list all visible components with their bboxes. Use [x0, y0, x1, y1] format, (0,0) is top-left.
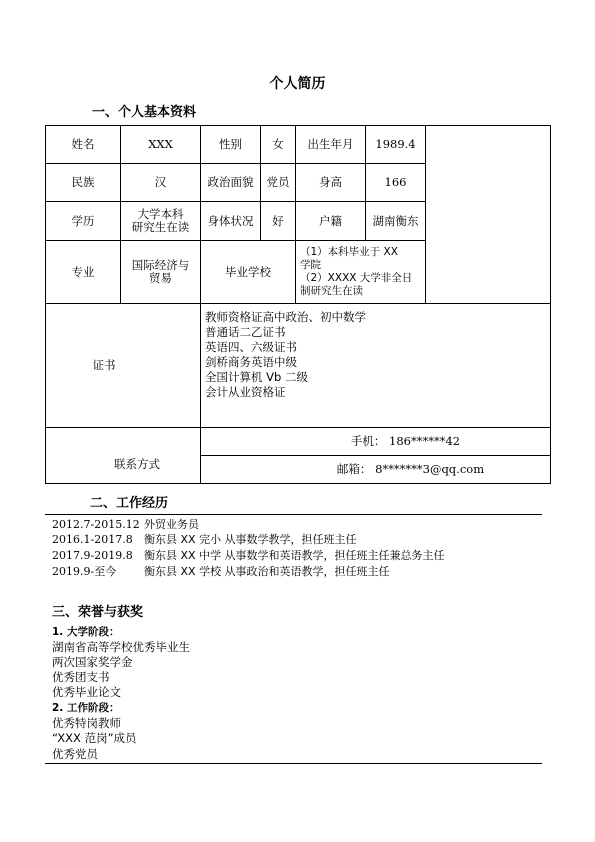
section-work-heading: 二、工作经历 [90, 496, 169, 511]
page-title: 个人简历 [269, 76, 326, 92]
health-value: 好 [261, 202, 296, 241]
work-detail: 外贸业务员 [144, 518, 199, 531]
school-label: 毕业学校 [201, 241, 296, 304]
cert-item: 全国计算机 Vb 二级 [205, 370, 308, 384]
political-value: 党员 [261, 164, 296, 202]
cert-item: 英语四、六级证书 [205, 340, 297, 354]
school-value-line-1: （1）本科毕业于 XX [300, 246, 398, 258]
cert-item: 会计从业资格证 [205, 385, 286, 399]
birth-value: 1989.4 [366, 126, 426, 164]
honor-item: 优秀团支书 [52, 670, 110, 684]
cert-item: 普通话二乙证书 [205, 325, 286, 339]
major-value-line-1: 国际经济与 [131, 258, 190, 272]
major-label: 专业 [46, 241, 121, 304]
cert-list [201, 304, 551, 428]
email-row [201, 456, 551, 484]
phone-label: 手机： [350, 434, 386, 448]
section-basic-info-heading: 一、个人基本资料 [92, 105, 197, 120]
work-detail: 衡东县 XX 完小 从事数学教学，担任班主任 [144, 533, 357, 546]
political-label: 政治面貌 [201, 164, 261, 202]
school-value-line-4: 制研究生在读 [300, 285, 363, 297]
work-row [52, 516, 199, 532]
honors-work-heading: 2. 工作阶段： [52, 702, 120, 714]
work-detail: 衡东县 XX 学校 从事政治和英语教学，担任班主任 [144, 565, 390, 578]
edu-label: 学历 [46, 202, 121, 241]
edu-value-line-1: 大学本科 [137, 207, 184, 221]
hukou-value: 湖南衡东 [366, 202, 426, 241]
honor-item: 两次国家奖学金 [52, 655, 133, 669]
height-label: 身高 [296, 164, 366, 202]
work-row [52, 547, 445, 563]
cert-label: 证书 [46, 304, 201, 428]
email-value: 8*******3@qq.com [375, 462, 485, 476]
cert-item: 教师资格证高中政治、初中数学 [205, 310, 366, 324]
honor-item: 优秀特岗教师 [52, 716, 121, 730]
edu-value-line-2: 研究生在读 [131, 220, 190, 234]
email-label: 邮箱： [336, 462, 372, 476]
edu-value [121, 202, 201, 241]
basic-info-table [45, 125, 551, 484]
major-value [121, 241, 201, 304]
name-value: XXX [121, 126, 201, 164]
work-period: 2012.7-2015.12 [52, 518, 140, 531]
work-detail: 衡东县 XX 中学 从事数学和英语教学，担任班主任兼总务主任 [144, 549, 445, 562]
honor-item: 优秀党员 [52, 747, 98, 761]
cert-item: 剑桥商务英语中级 [205, 355, 297, 369]
ethnic-label: 民族 [46, 164, 121, 202]
contact-label: 联系方式 [46, 428, 201, 484]
work-period: 2019.9-至今 [52, 565, 117, 578]
work-period: 2016.1-2017.8 [52, 533, 133, 546]
ethnic-value: 汉 [121, 164, 201, 202]
phone-value: 186******42 [389, 434, 461, 448]
section-honors-heading: 三、荣誉与获奖 [52, 605, 144, 620]
gender-value: 女 [261, 126, 296, 164]
health-label: 身体状况 [201, 202, 261, 241]
gender-label: 性别 [201, 126, 261, 164]
work-row [52, 531, 357, 547]
work-row [52, 563, 390, 579]
honors-divider [45, 763, 542, 764]
work-divider [45, 514, 542, 515]
honor-item: “XXX 范岗”成员 [52, 731, 137, 745]
height-value: 166 [366, 164, 426, 202]
school-value-line-2: 学院 [300, 259, 321, 271]
photo-area [426, 126, 551, 304]
birth-label: 出生年月 [296, 126, 366, 164]
school-value [296, 241, 426, 304]
major-value-line-2: 贸易 [149, 271, 172, 285]
honor-item: 优秀毕业论文 [52, 685, 121, 699]
honors-college-heading: 1. 大学阶段： [52, 626, 120, 638]
school-value-line-3: （2）XXXX 大学非全日 [300, 272, 413, 284]
name-label: 姓名 [46, 126, 121, 164]
work-period: 2017.9-2019.8 [52, 549, 133, 562]
hukou-label: 户籍 [296, 202, 366, 241]
honor-item: 湖南省高等学校优秀毕业生 [52, 640, 190, 654]
phone-row [201, 428, 551, 456]
